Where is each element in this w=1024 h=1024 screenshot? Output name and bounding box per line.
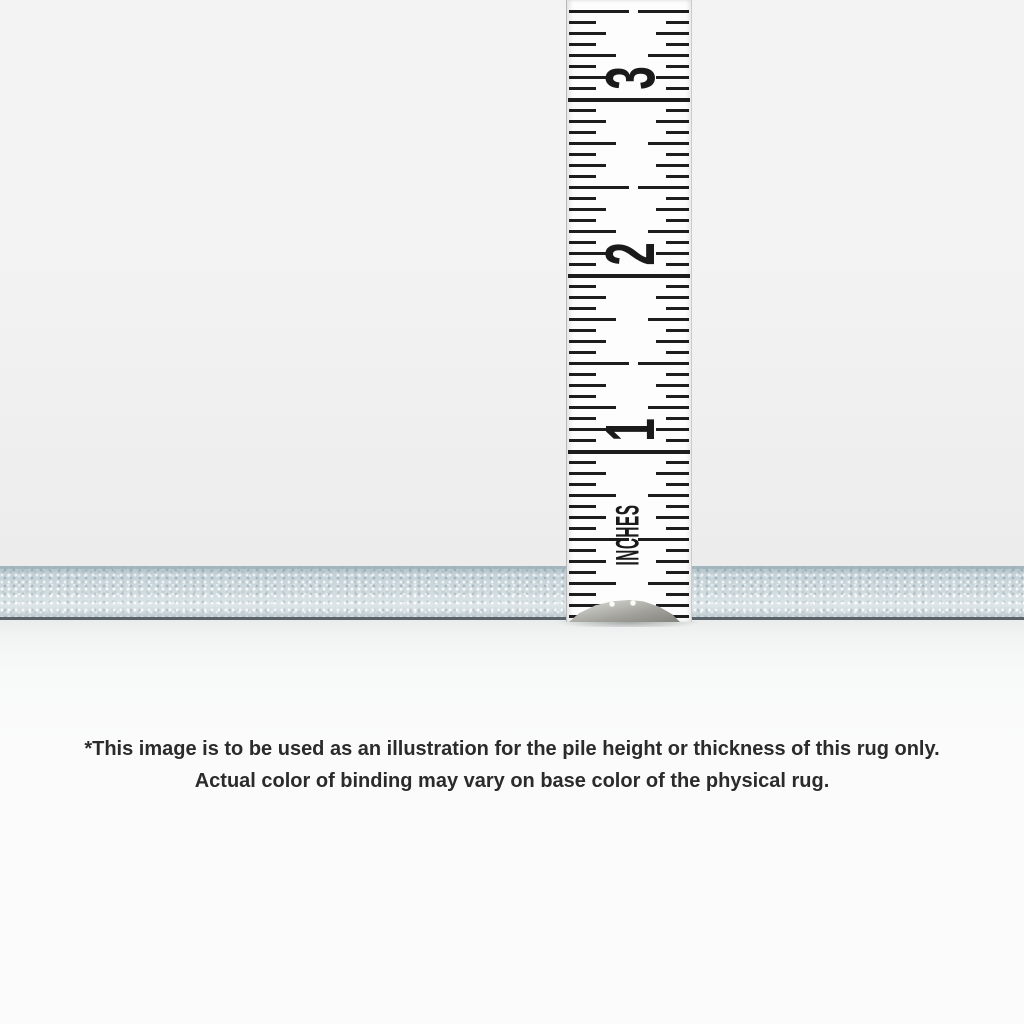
- tick-mark: [569, 307, 596, 310]
- tick-mark: [569, 21, 596, 24]
- tick-mark: [569, 362, 629, 365]
- tick-mark: [638, 362, 689, 365]
- tick-mark: [569, 197, 596, 200]
- disclaimer-line-2: Actual color of binding may vary on base color of the physical rug.: [194, 770, 830, 792]
- tick-mark: [569, 527, 596, 530]
- tick-mark: [656, 296, 689, 299]
- tick-mark: [569, 340, 606, 343]
- tick-mark: [656, 164, 689, 167]
- tick-mark: [569, 461, 596, 464]
- tick-mark: [656, 208, 689, 211]
- tick-mark: [569, 395, 596, 398]
- tick-mark: [656, 340, 689, 343]
- tick-mark: [656, 384, 689, 387]
- tick-mark: [666, 593, 689, 596]
- tick-mark: [666, 351, 689, 354]
- tick-mark: [569, 406, 616, 409]
- tick-mark: [648, 406, 689, 409]
- disclaimer-line-1: *This image is to be used as an illustration for the pile height or thickness of this rug only.: [84, 738, 940, 760]
- tick-mark: [656, 472, 689, 475]
- tick-mark: [569, 549, 596, 552]
- tick-mark: [666, 505, 689, 508]
- tick-mark: [569, 329, 596, 332]
- tick-mark: [666, 395, 689, 398]
- rug-bottom-edge: [0, 617, 1024, 620]
- tick-mark: [569, 373, 596, 376]
- tick-mark: [666, 461, 689, 464]
- tick-mark: [666, 329, 689, 332]
- tick-inch-line: [568, 274, 690, 278]
- tick-mark: [569, 296, 606, 299]
- inches-label-text: INCHES: [609, 504, 646, 566]
- tick-mark: [666, 307, 689, 310]
- tick-mark: [569, 571, 596, 574]
- tick-mark: [569, 384, 606, 387]
- tick-mark: [648, 494, 689, 497]
- tick-mark: [569, 109, 596, 112]
- tick-mark: [638, 186, 689, 189]
- tick-mark: [648, 582, 689, 585]
- tape-number-text: 1: [591, 418, 669, 442]
- tick-mark: [569, 351, 596, 354]
- tick-mark: [569, 131, 596, 134]
- tick-mark: [666, 571, 689, 574]
- tick-mark: [648, 54, 689, 57]
- tick-mark: [648, 142, 689, 145]
- tick-mark: [569, 186, 629, 189]
- floor-surface: [0, 620, 1024, 1024]
- tick-mark: [666, 131, 689, 134]
- tick-mark: [569, 208, 606, 211]
- tick-mark: [656, 560, 689, 563]
- tick-mark: [648, 318, 689, 321]
- tick-inch-line: [568, 450, 690, 454]
- tick-mark: [569, 142, 616, 145]
- tick-mark: [569, 505, 596, 508]
- tick-mark: [666, 527, 689, 530]
- measuring-tape: [566, 0, 692, 622]
- tick-mark: [569, 32, 606, 35]
- tick-mark: [569, 483, 596, 486]
- tick-mark: [569, 230, 616, 233]
- tick-mark: [656, 32, 689, 35]
- tick-mark: [569, 164, 606, 167]
- tick-mark: [666, 549, 689, 552]
- tick-mark: [569, 560, 606, 563]
- tick-mark: [666, 219, 689, 222]
- tick-mark: [666, 153, 689, 156]
- tick-mark: [569, 494, 616, 497]
- tick-mark: [569, 582, 616, 585]
- tick-mark: [569, 472, 606, 475]
- tick-mark: [638, 10, 689, 13]
- tick-mark: [569, 10, 629, 13]
- rug-side-profile: [0, 566, 1024, 620]
- tick-mark: [666, 285, 689, 288]
- tick-mark: [656, 120, 689, 123]
- tape-number-text: 3: [591, 66, 669, 90]
- tick-mark: [666, 109, 689, 112]
- tick-mark: [569, 516, 606, 519]
- tick-mark: [569, 219, 596, 222]
- tick-mark: [666, 483, 689, 486]
- tick-mark: [656, 604, 689, 607]
- rug-top-edge: [0, 566, 1024, 569]
- tick-mark: [666, 373, 689, 376]
- tick-mark: [569, 43, 596, 46]
- tick-mark: [666, 21, 689, 24]
- tick-mark: [666, 43, 689, 46]
- tick-mark: [666, 175, 689, 178]
- tick-mark: [569, 175, 596, 178]
- tape-number-text: 2: [591, 242, 669, 266]
- disclaimer: [0, 733, 1024, 797]
- tick-mark: [569, 153, 596, 156]
- tick-inch-line: [568, 98, 690, 102]
- tick-mark: [569, 318, 616, 321]
- tick-mark: [569, 120, 606, 123]
- tick-mark: [569, 54, 616, 57]
- tick-mark: [666, 197, 689, 200]
- tick-mark: [569, 285, 596, 288]
- tick-mark: [648, 230, 689, 233]
- tick-mark: [656, 516, 689, 519]
- tick-mark: [569, 593, 596, 596]
